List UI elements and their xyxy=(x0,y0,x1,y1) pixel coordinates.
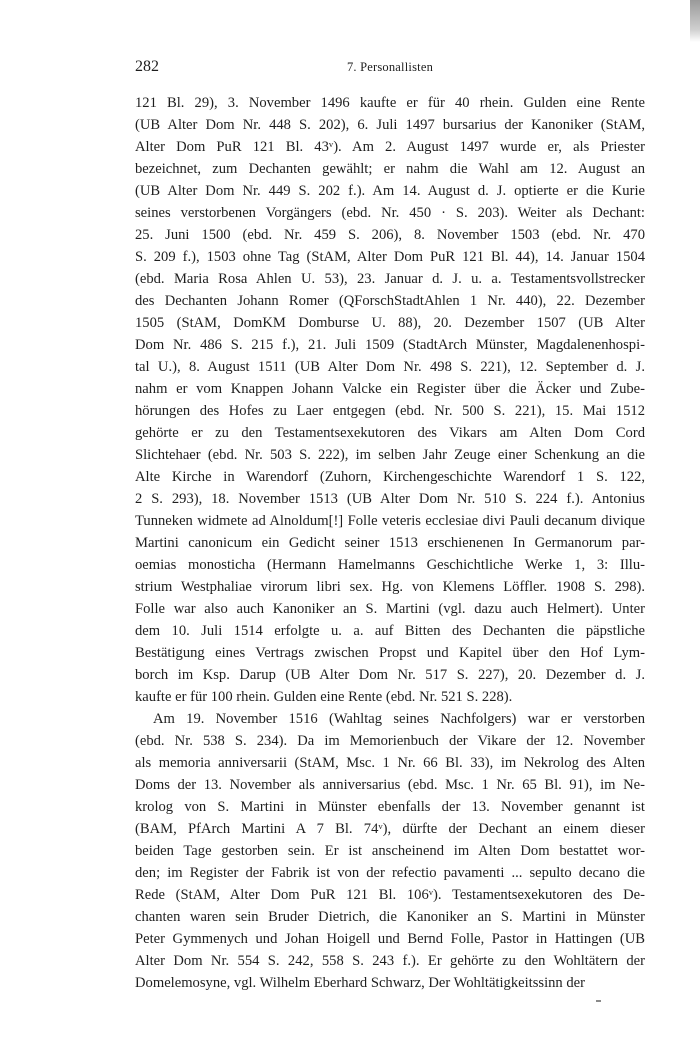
text-line: Alter Dom Nr. 554 S. 242, 558 S. 243 f.). Er gehörte zu den Wohltätern der xyxy=(135,953,645,969)
text-line: Dom Nr. 486 S. 215 f.), 21. Juli 1509 (StadtArch Münster, Magdalenenhospi- xyxy=(135,337,645,353)
text-line: chanten waren sein Bruder Dietrich, die Kanoniker an S. Martini in Münster xyxy=(135,909,645,925)
page-edge-mark xyxy=(690,0,700,42)
text-line: Bestätigung eines Vertrags zwischen Propst und Kapitel über den Hof Lym- xyxy=(135,645,645,661)
text-line: strium Westphaliae virorum libri sex. Hg. von Klemens Löffler. 1908 S. 298). xyxy=(135,579,645,595)
text-line: borch im Ksp. Darup (UB Alter Dom Nr. 517 S. 227), 20. Dezember d. J. xyxy=(135,667,645,683)
text-line: Tunneken widmete ad Alnoldum[!] Folle veteris ecclesiae divi Pauli decanum divique xyxy=(135,513,645,529)
body-text xyxy=(135,92,645,994)
text-line: Alte Kirche in Warendorf (Zuhorn, Kirchengeschichte Warendorf 1 S. 122, xyxy=(135,469,645,485)
paragraph-2 xyxy=(135,708,645,994)
text-line: Folle war also auch Kanoniker an S. Martini (vgl. dazu auch Helmert). Unter xyxy=(135,601,645,617)
text-line: (ebd. Nr. 538 S. 234). Da im Memorienbuch der Vikare der 12. November xyxy=(135,733,645,749)
text-line: krolog von S. Martini in Münster ebenfalls der 13. November genannt ist xyxy=(135,799,645,815)
text-line: dem 10. Juli 1514 erfolgte u. a. auf Bitten des Dechanten die päpstliche xyxy=(135,623,645,639)
text-line: Alter Dom PuR 121 Bl. 43ᵛ). Am 2. August 1497 wurde er, als Priester xyxy=(135,139,645,155)
text-line: S. 209 f.), 1503 ohne Tag (StAM, Alter Dom PuR 121 Bl. 44), 14. Januar 1504 xyxy=(135,249,645,265)
running-title: 7. Personallisten xyxy=(346,60,434,74)
text-line: (UB Alter Dom Nr. 448 S. 202), 6. Juli 1497 bursarius der Kanoniker (StAM, xyxy=(135,117,645,133)
text-line: (BAM, PfArch Martini A 7 Bl. 74ᵛ), dürfte der Dechant an einem dieser xyxy=(135,821,645,837)
text-line: 121 Bl. 29), 3. November 1496 kaufte er für 40 rhein. Gulden eine Rente xyxy=(135,95,645,111)
text-line: als memoria anniversarii (StAM, Msc. 1 Nr. 66 Bl. 33), im Nekrolog des Alten xyxy=(135,755,645,771)
text-line: Domelemosyne, vgl. Wilhelm Eberhard Schwarz, Der Wohltätigkeitssinn der xyxy=(135,975,585,991)
text-line: 25. Juni 1500 (ebd. Nr. 459 S. 206), 8. November 1503 (ebd. Nr. 470 xyxy=(135,227,645,243)
text-line: Slichtehaer (ebd. Nr. 503 S. 222), im selben Jahr Zeuge einer Schenkung an die xyxy=(135,447,645,463)
text-line: kaufte er für 100 rhein. Gulden eine Rente (ebd. Nr. 521 S. 228). xyxy=(135,689,513,705)
text-line: den; im Register der Fabrik ist von der refectio pavamenti ... sepulto decano die xyxy=(135,865,645,881)
text-line: tal U.), 8. August 1511 (UB Alter Dom Nr. 498 S. 221), 12. September d. J. xyxy=(135,359,645,375)
page-header xyxy=(135,58,645,80)
text-line: oemias monosticha (Hermann Hamelmanns Geschichtliche Werke 1, 3: Illu- xyxy=(135,557,645,573)
text-line: (UB Alter Dom Nr. 449 S. 202 f.). Am 14. August d. J. optierte er die Kurie xyxy=(135,183,645,199)
text-line: bezeichnet, zum Dechanten gewählt; er nahm die Wahl am 12. August an xyxy=(135,161,645,177)
paragraph-1 xyxy=(135,92,645,708)
text-line: gehörte er zu den Testamentsexekutoren des Vikars am Alten Dom Cord xyxy=(135,425,645,441)
text-line: 1505 (StAM, DomKM Domburse U. 88), 20. Dezember 1507 (UB Alter xyxy=(135,315,645,331)
text-line: Rede (StAM, Alter Dom PuR 121 Bl. 106ᵛ). Testamentsexekutoren des De- xyxy=(135,887,645,903)
text-line: Martini canonicum ein Gedicht seiner 1513 erschienenen In Germanorum par- xyxy=(135,535,645,551)
text-line: Doms der 13. November als anniversarius (ebd. Msc. 1 Nr. 65 Bl. 91), im Ne- xyxy=(135,777,645,793)
text-line: des Dechanten Johann Romer (QForschStadtAhlen 1 Nr. 440), 22. Dezember xyxy=(135,293,645,309)
text-line: hörungen des Hofes zu Laer entgegen (ebd. Nr. 500 S. 221), 15. Mai 1512 xyxy=(135,403,645,419)
text-line: Am 19. November 1516 (Wahltag seines Nachfolgers) war er verstorben xyxy=(153,711,645,727)
text-line: 2 S. 293), 18. November 1513 (UB Alter Dom Nr. 510 S. 224 f.). Antonius xyxy=(135,491,645,507)
text-line: seines verstorbenen Vorgängers (ebd. Nr. 450 · S. 203). Weiter als Dechant: xyxy=(135,205,645,221)
page-number: 282 xyxy=(135,58,159,75)
text-line: nahm er vom Knappen Johann Valcke ein Register über die Äcker und Zube- xyxy=(135,381,645,397)
text-line: beiden Tage gestorben sein. Er ist anscheinend im Alten Dom bestattet wor- xyxy=(135,843,645,859)
text-line: (ebd. Maria Rosa Ahlen U. 53), 23. Januar d. J. u. a. Testamentsvollstrecker xyxy=(135,271,645,287)
page-mark xyxy=(596,1000,601,1002)
text-line: Peter Gymmenych und Johan Hoigell und Bernd Folle, Pastor in Hattingen (UB xyxy=(135,931,645,947)
